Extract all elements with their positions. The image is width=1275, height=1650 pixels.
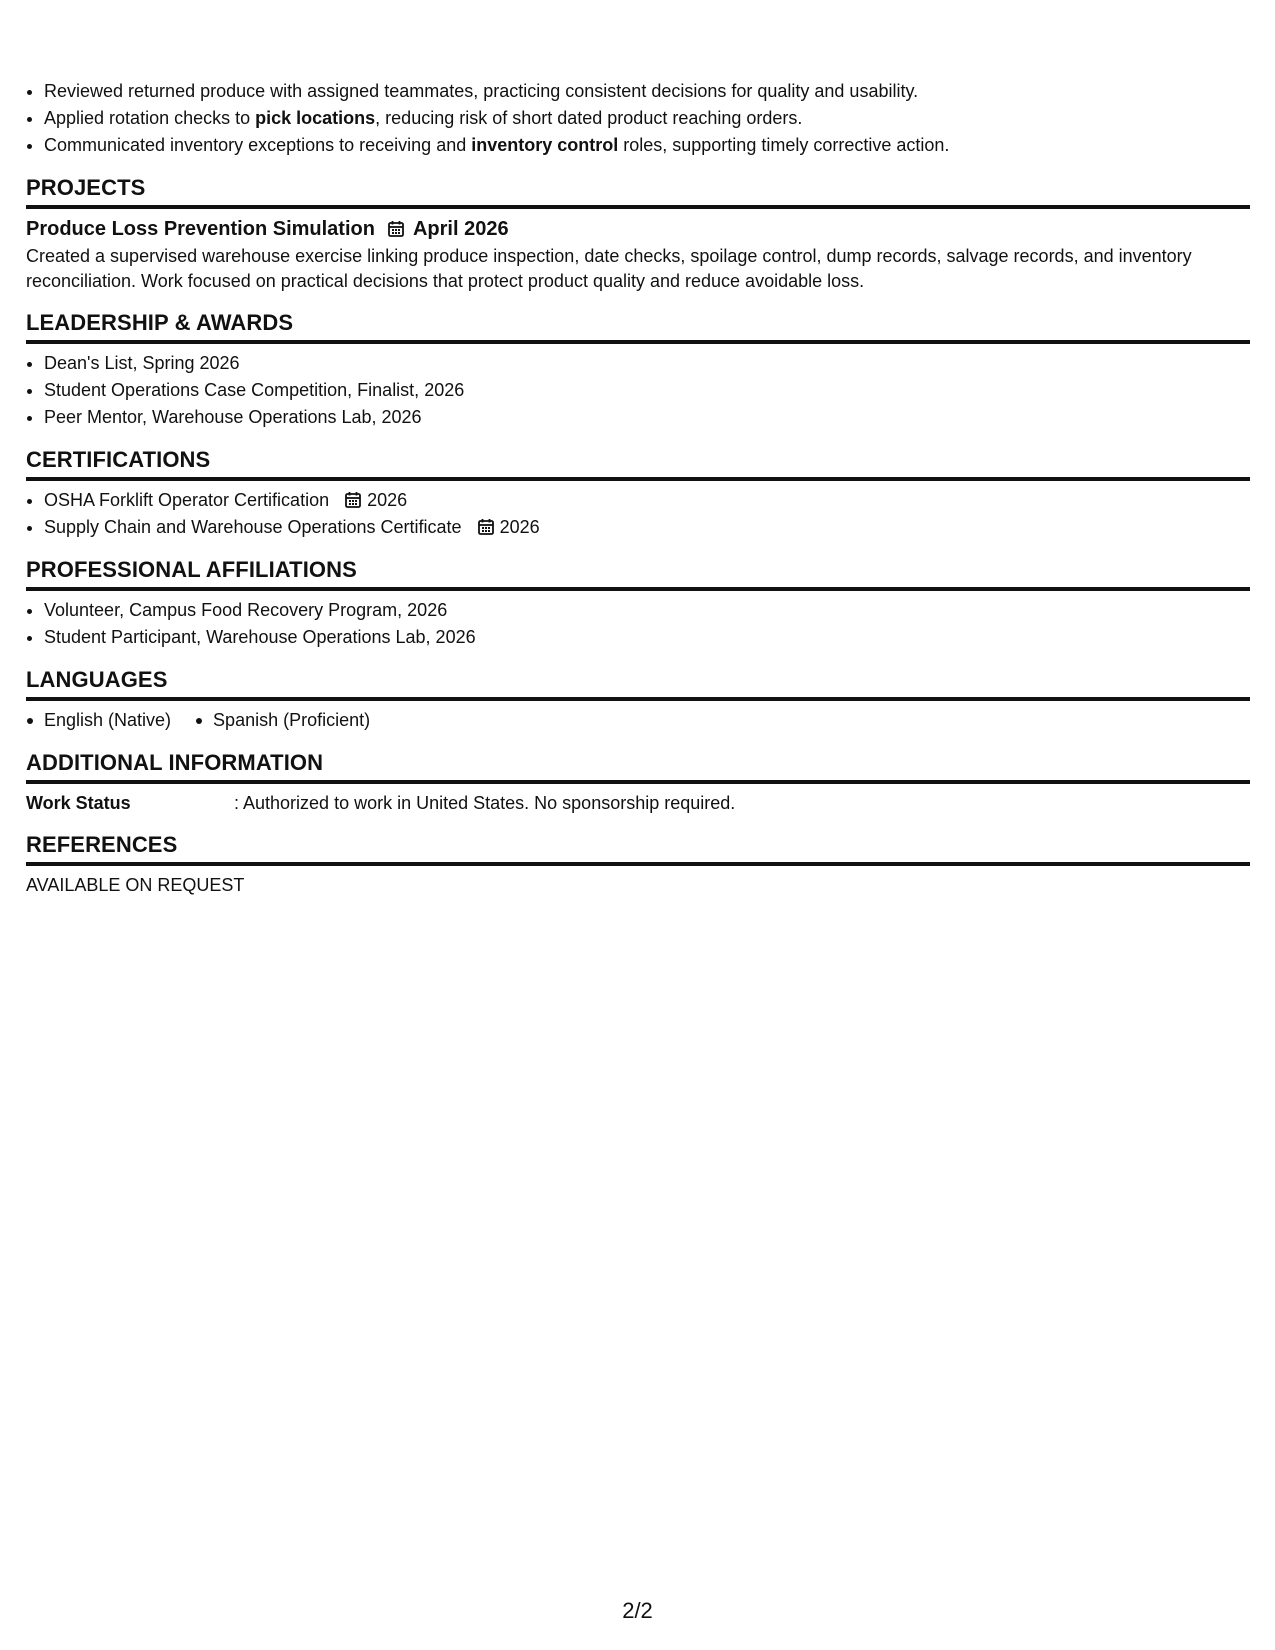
references-text: AVAILABLE ON REQUEST	[26, 875, 245, 895]
list-item: • Dean's List, Spring 2026	[44, 350, 1250, 377]
list-item	[44, 514, 1250, 541]
section-title-leadership: LEADERSHIP & AWARDS	[26, 308, 1250, 344]
work-status-value: : Authorized to work in United States. No sponsorship required.	[234, 793, 736, 813]
calendar-icon	[387, 220, 405, 238]
project-description: Created a supervised warehouse exercise linking produce inspection, date checks, spoilage control, dump records, salvage records, and inventory reconciliation. Work focused on practical decisions that protect product quality and reduce avoidable loss.	[26, 246, 1192, 291]
section-title-affiliations: PROFESSIONAL AFFILIATIONS	[26, 555, 1250, 591]
project-date: April 2026	[412, 218, 509, 240]
section-title-certifications: CERTIFICATIONS	[26, 445, 1250, 481]
certification-name: OSHA Forklift Operator Certification	[44, 490, 330, 510]
list-item: • Student Participant, Warehouse Operations Lab, 2026	[44, 624, 1250, 651]
certifications-list	[26, 487, 1250, 541]
section-title-references: REFERENCES	[26, 830, 1250, 866]
calendar-icon	[344, 491, 362, 509]
section-title-languages: LANGUAGES	[26, 665, 1250, 701]
project-name: Produce Loss Prevention Simulation	[26, 218, 375, 240]
languages-list	[26, 707, 1250, 734]
list-item: • Student Operations Case Competition, Finalist, 2026	[44, 377, 1250, 404]
certification-date: 2026	[499, 517, 540, 537]
work-status-label: Work Status	[26, 793, 131, 813]
experience-bullet: • Reviewed returned produce with assigned teammates, practicing consistent decisions for quality and usability.	[44, 78, 1250, 105]
certifications-section	[26, 445, 1250, 541]
section-title-projects: PROJECTS	[26, 173, 1250, 209]
experience-bullet: • Communicated inventory exceptions to receiving and inventory control roles, supporting timely corrective action.	[44, 132, 1250, 159]
languages-section	[26, 665, 1250, 734]
leadership-section	[26, 308, 1250, 431]
calendar-icon	[477, 518, 495, 536]
affiliations-list	[26, 597, 1250, 651]
language-item: Spanish (Proficient)	[195, 707, 370, 734]
page-number: 2/2	[622, 1598, 653, 1623]
section-title-additional-info: ADDITIONAL INFORMATION	[26, 748, 1250, 784]
language-item: English (Native)	[26, 707, 171, 734]
list-item	[44, 487, 1250, 514]
certification-date: 2026	[367, 490, 408, 510]
project-header	[26, 214, 1250, 244]
references-section	[26, 830, 1250, 898]
leadership-list	[26, 350, 1250, 431]
list-item: • Peer Mentor, Warehouse Operations Lab, 2026	[44, 404, 1250, 431]
list-item: • Volunteer, Campus Food Recovery Program, 2026	[44, 597, 1250, 624]
work-status-row	[26, 790, 1250, 816]
affiliations-section	[26, 555, 1250, 651]
experience-bullet: • Applied rotation checks to pick locations, reducing risk of short dated product reaching orders.	[44, 105, 1250, 132]
additional-info-section	[26, 748, 1250, 816]
experience-bullet-list	[26, 78, 1250, 159]
resume-page	[26, 78, 1250, 898]
projects-section	[26, 173, 1250, 294]
certification-name: Supply Chain and Warehouse Operations Certificate	[44, 517, 462, 537]
